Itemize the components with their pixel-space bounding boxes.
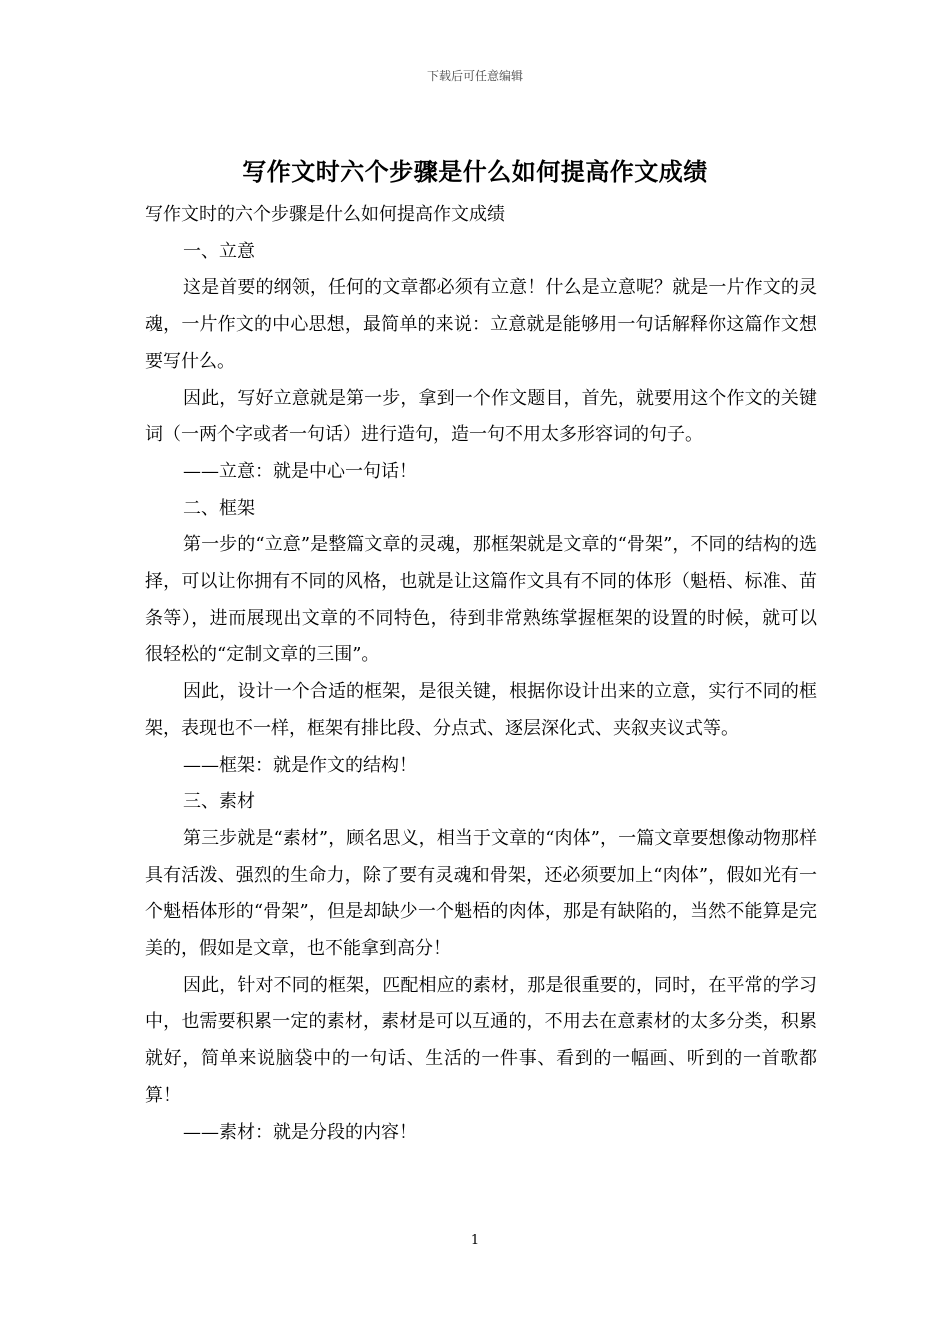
section-heading-2: 二、框架 bbox=[183, 497, 255, 519]
body-paragraph: 因此，写好立意就是第一步，拿到一个作文题目，首先，就要用这个作文的关键词（一两个字或者一句话）进行造句，造一句不用太多形容词的句子。 bbox=[145, 387, 817, 446]
document-title: 写作文时六个步骤是什么如何提高作文成绩 bbox=[242, 157, 708, 186]
body-paragraph: 因此，针对不同的框架，匹配相应的素材，那是很重要的，同时，在平常的学习中，也需要积累一定的素材，素材是可以互通的，不用去在意素材的太多分类，积累就好，简单来说脑袋中的一句话、生活的一件事、看到的一幅画、听到的一首歌都算！ bbox=[145, 974, 817, 1106]
subtitle-paragraph: 写作文时的六个步骤是什么如何提高作文成绩 bbox=[145, 204, 505, 225]
document-body bbox=[145, 197, 817, 1151]
body-paragraph: 这是首要的纲领，任何的文章都必须有立意！什么是立意呢？就是一片作文的灵魂，一片作文的中心思想，最简单的来说：立意就是能够用一句话解释你这篇作文想要写什么。 bbox=[145, 277, 817, 372]
page-header-note: 下载后可任意编辑 bbox=[426, 69, 523, 83]
summary-line: ——框架：就是作文的结构！ bbox=[183, 754, 417, 776]
summary-line: ——素材：就是分段的内容！ bbox=[183, 1121, 417, 1143]
page-number: 1 bbox=[470, 1233, 480, 1248]
body-paragraph: 第一步的“立意”是整篇文章的灵魂，那框架就是文章的“骨架”，不同的结构的选择，可以让你拥有不同的风格，也就是让这篇作文具有不同的体形（魁梧、标准、苗条等），进而展现出文章的不同特色，待到非常熟练掌握框架的设置的时候，就可以很轻松的“定制文章的三围”。 bbox=[145, 534, 817, 666]
summary-line: ——立意：就是中心一句话！ bbox=[183, 460, 417, 482]
body-paragraph: 第三步就是“素材”，顾名思义，相当于文章的“肉体”，一篇文章要想像动物那样具有活泼、强烈的生命力，除了要有灵魂和骨架，还必须要加上“肉体”，假如光有一个魁梧体形的“骨架”，但是却缺少一个魁梧的肉体，那是有缺陷的，当然不能算是完美的，假如是文章，也不能拿到高分！ bbox=[145, 827, 817, 960]
section-heading-1: 一、立意 bbox=[183, 240, 255, 262]
section-heading-3: 三、素材 bbox=[183, 791, 255, 813]
body-paragraph: 因此，设计一个合适的框架，是很关键，根据你设计出来的立意，实行不同的框架，表现也不一样，框架有排比段、分点式、逐层深化式、夹叙夹议式等。 bbox=[145, 681, 817, 739]
